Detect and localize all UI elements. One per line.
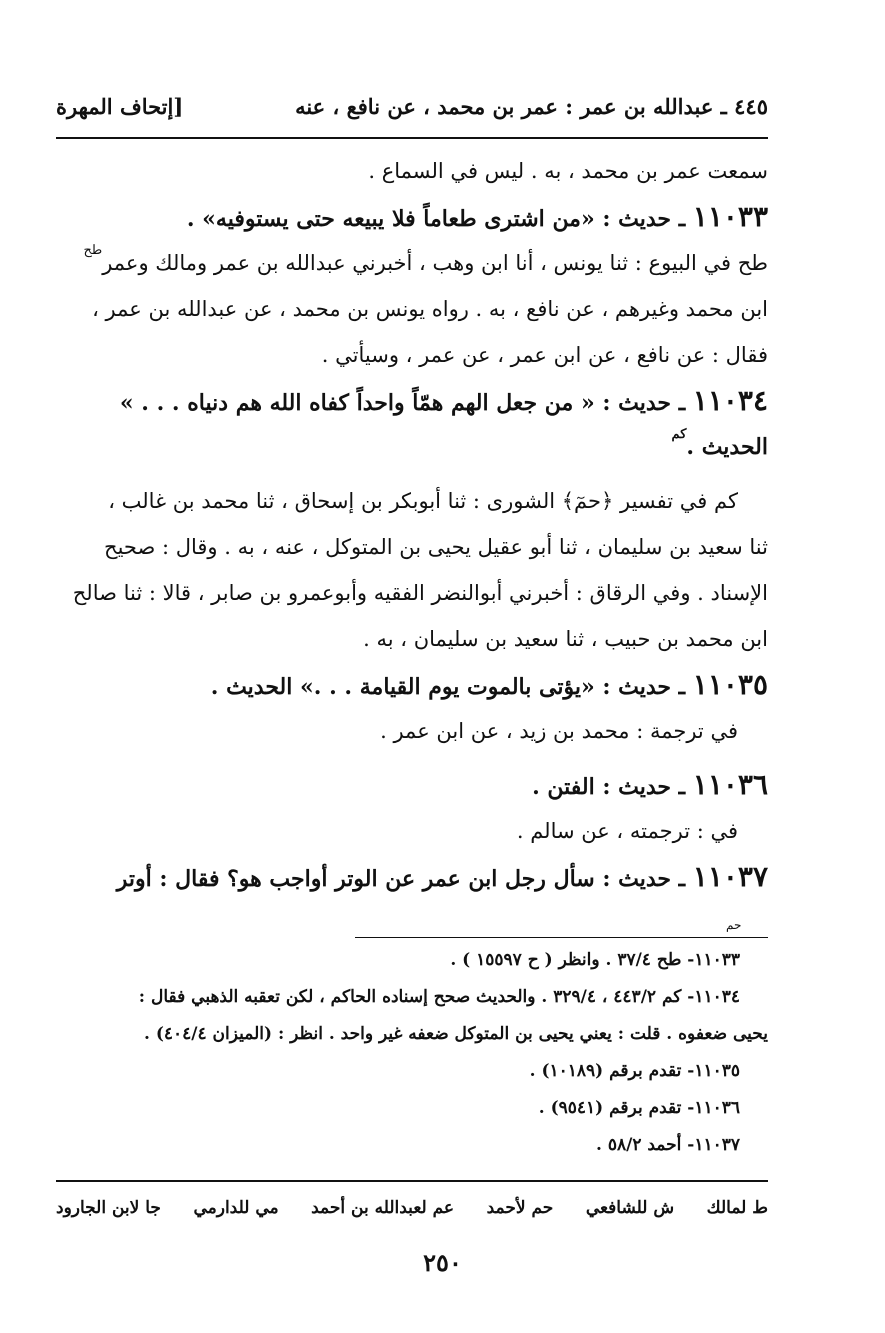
hadith-title: ـ حديث : «من اشترى طعاماً فلا يبيعه حتى يستوفيه» . (186, 206, 693, 232)
text-line: كم في تفسير ﴿حمٓ﴾ الشورى : ثنا أبوبكر بن إسحاق ، ثنا محمد بن غالب ، (108, 489, 738, 513)
symbol-legend (56, 1193, 768, 1223)
legend-item: جا لابن الجارود (56, 1198, 161, 1218)
hadith-heading-cont (56, 424, 768, 470)
text-line: ثنا سعيد بن سليمان ، ثنا أبو عقيل يحيى بن المتوكل ، عنه ، به . وقال : صحيح (104, 535, 768, 559)
hadith-number: ١١٠٣٣ (692, 200, 768, 233)
hadith-heading-11033 (56, 194, 768, 240)
footnote: ١١٠٣٦- تقدم برقم (٩٥٤١) . (538, 1098, 740, 1118)
source-symbol: كم (671, 427, 687, 442)
main-text (56, 148, 768, 900)
legend-divider (56, 1180, 768, 1182)
text-line: في ترجمة : محمد بن زيد ، عن ابن عمر . (380, 719, 738, 743)
footnote: ١١٠٣٧- أحمد ٥٨/٢ . (596, 1135, 740, 1155)
footnote: ١١٠٣٤- كم ٤٤٣/٢ ، ٣٢٩/٤ . والحديث صحح إسناده الحاكم ، لكن تعقبه الذهبي فقال : (138, 987, 740, 1007)
text-line: فقال : عن نافع ، عن ابن عمر ، عن عمر ، وسيأتي . (321, 343, 768, 367)
hadith-title-cont: الحديث . (686, 434, 768, 460)
footnote: ١١٠٣٥- تقدم برقم (١٠١٨٩) . (529, 1061, 740, 1081)
hadith-title: ـ حديث : « من جعل الهم همّاً واحداً كفاه الله هم دنياه . . . » (119, 390, 693, 416)
hadith-title: ـ حديث : «يؤتى بالموت يوم القيامة . . .» الحديث . (210, 674, 693, 700)
legend-item: عم لعبدالله بن أحمد (311, 1198, 455, 1218)
legend-item: مي للدارمي (193, 1198, 279, 1218)
text-line: ابن محمد وغيرهم ، عن نافع ، به . رواه يونس بن محمد ، عن عبدالله بن عمر ، (92, 297, 768, 321)
text-line (56, 240, 768, 286)
footnotes (56, 942, 768, 1164)
hadith-title: ـ حديث : سأل رجل ابن عمر عن الوتر أواجب هو؟ فقال : أوتر (116, 866, 693, 892)
legend-item: حم لأحمد (486, 1198, 554, 1218)
header-divider (56, 137, 768, 139)
page-number: ٢٥٠ (423, 1248, 462, 1277)
text-line: ابن محمد بن حبيب ، ثنا سعيد بن سليمان ، به . (363, 627, 768, 651)
hadith-heading-11037 (56, 854, 768, 900)
hadith-number: ١١٠٣٥ (692, 668, 768, 701)
hadith-heading-11035 (56, 662, 768, 708)
footnote-divider (355, 937, 768, 938)
text-line: الإسناد . وفي الرقاق : أخبرني أبوالنضر الفقيه وأبوعمرو بن صابر ، قالا : ثنا صالح (72, 581, 768, 605)
legend-item: ش للشافعي (585, 1198, 675, 1218)
hadith-heading-11036 (56, 762, 768, 808)
hadith-number: ١١٠٣٦ (692, 768, 768, 801)
legend-item: ط لمالك (706, 1198, 768, 1218)
hadith-number: ١١٠٣٤ (692, 384, 768, 417)
hadith-title: ـ حديث : الفتن . (532, 774, 693, 800)
footnote: ١١٠٣٣- طح ٣٧/٤ . وانظر ( ح ١٥٥٩٧ ) . (450, 950, 740, 970)
text-line: سمعت عمر بن محمد ، به . ليس في السماع . (368, 159, 768, 183)
source-symbol: طح (83, 243, 103, 258)
footnote-cont: يحيى ضعفوه . قلت : يعني يحيى بن المتوكل ضعفه غير واحد . انظر : (الميزان ٤٠٤/٤) . (144, 1024, 768, 1044)
text-line: في : ترجمته ، عن سالم . (516, 819, 738, 843)
header-book-title: [إتحاف المهرة (56, 93, 184, 119)
hadith-heading-11034 (56, 378, 768, 424)
header-chapter-title: ٤٤٥ ـ عبدالله بن عمر : عمر بن محمد ، عن نافع ، عنه (295, 93, 768, 119)
source-symbol: حم (726, 918, 742, 932)
running-header (56, 86, 768, 126)
hadith-number: ١١٠٣٧ (692, 860, 768, 893)
source-line: طح في البيوع : ثنا يونس ، أنا ابن وهب ، أخبرني عبدالله بن عمر ومالك وعمر (102, 251, 768, 275)
